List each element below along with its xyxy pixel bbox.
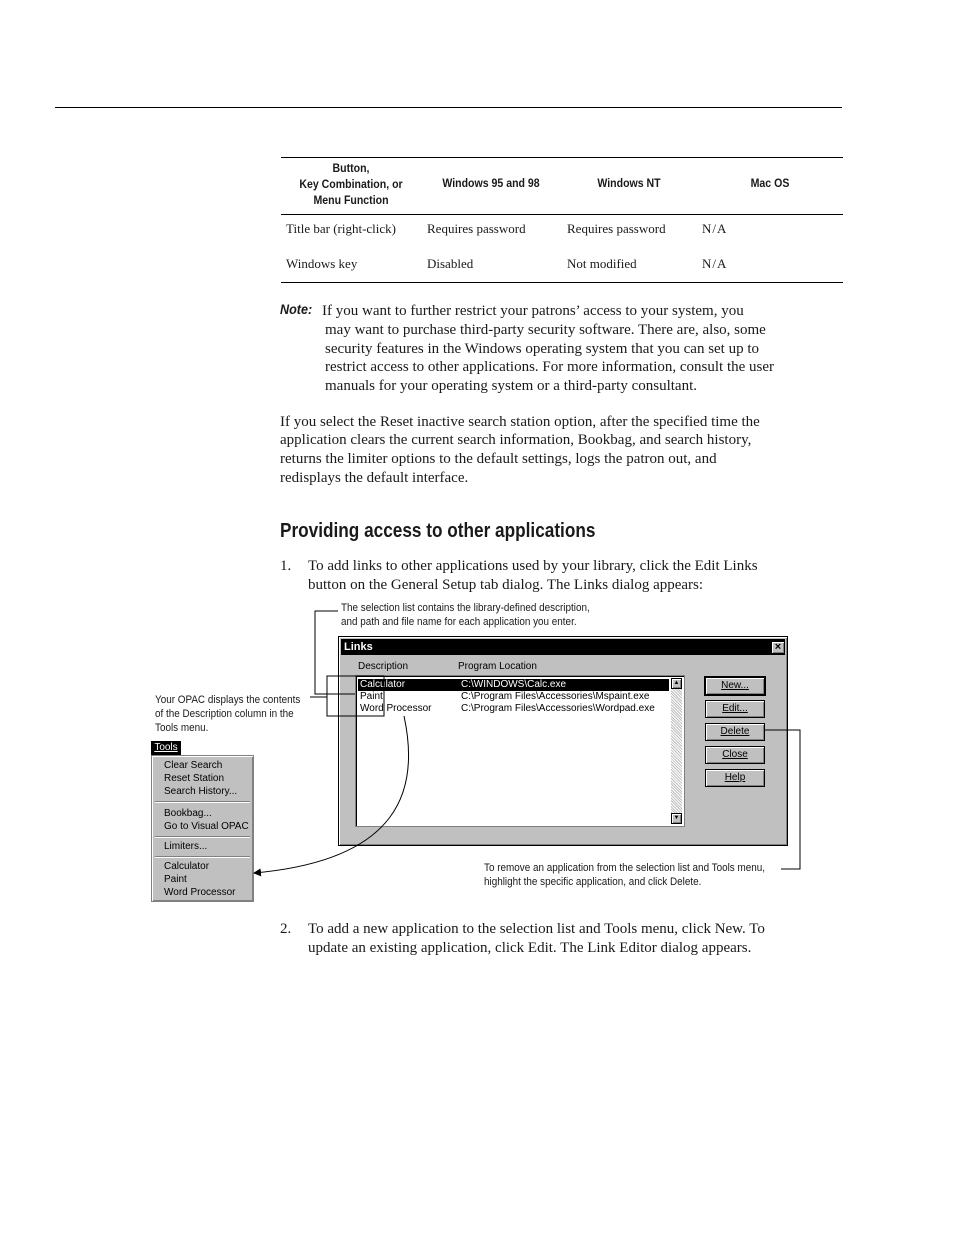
table-bottom-rule — [281, 282, 843, 283]
scroll-down-button[interactable]: ▼ — [671, 813, 682, 824]
tools-menu-label: Tools — [154, 742, 178, 753]
body-paragraph-line: application clears the current search information, Bookbag, and search history, — [280, 432, 752, 448]
note-text: may want to purchase third-party security software. There are, also, some — [325, 322, 766, 338]
table-header-function: Button, Key Combination, or Menu Function — [299, 161, 403, 207]
column-header-description: Description — [358, 661, 409, 672]
menu-item-word-processor[interactable]: Word Processor — [164, 887, 236, 898]
step-text: To add links to other applications used by your library, click the Edit Links — [308, 558, 758, 574]
table-header-macos: Mac OS — [750, 176, 790, 190]
callout-line: Tools menu. — [155, 722, 209, 734]
help-button[interactable] — [705, 769, 765, 787]
callout-line: and path and file name for each application you enter. — [341, 616, 577, 628]
table-cell: Requires password — [567, 221, 666, 236]
menu-item-limiters[interactable]: Limiters... — [164, 841, 208, 852]
table-top-rule — [281, 157, 843, 158]
table-cell: Disabled — [427, 256, 474, 271]
callout-opac-description — [155, 693, 300, 735]
callout-line: highlight the specific application, and click Delete. — [484, 876, 702, 888]
list-item-selected[interactable] — [358, 679, 669, 691]
table-cell: N/A — [702, 221, 728, 236]
menu-item-reset-station[interactable]: Reset Station — [164, 773, 225, 784]
table-cell: N/A — [702, 256, 728, 271]
note-label: Note: — [280, 301, 313, 317]
table-header-win9x: Windows 95 and 98 — [442, 176, 540, 190]
links-dialog-titlebar — [341, 639, 785, 655]
table-cell: Title bar (right-click) — [286, 221, 396, 236]
body-paragraph-line: redisplays the default interface. — [280, 470, 469, 486]
body-paragraph-line: If you select the Reset inactive search station option, after the specified time the — [280, 414, 760, 430]
tools-menu — [151, 755, 254, 902]
note-text: restrict access to other applications. For more information, consult the user — [325, 359, 775, 375]
menu-separator — [155, 801, 250, 803]
list-item[interactable] — [358, 703, 669, 715]
table-cell: Requires password — [427, 221, 526, 236]
close-button-label: Close — [722, 749, 748, 760]
menu-item-bookbag[interactable]: Bookbag... — [164, 808, 212, 819]
callout-delete — [484, 861, 765, 889]
table-header-rule — [281, 214, 843, 215]
list-item-location: C:\WINDOWS\Calc.exe — [461, 679, 567, 690]
menu-item-clear-search[interactable]: Clear Search — [164, 760, 223, 771]
delete-button[interactable] — [705, 723, 765, 741]
new-button[interactable] — [705, 677, 765, 695]
note-text: manuals for your operating system or a third-party consultant. — [325, 378, 697, 394]
permissions-table — [281, 157, 843, 283]
list-item-description: Calculator — [360, 679, 406, 690]
list-scrollbar[interactable] — [671, 678, 682, 824]
links-dialog-title: Links — [344, 641, 373, 653]
menu-separator — [155, 836, 250, 838]
links-dialog — [338, 636, 788, 846]
edit-button-label: Edit... — [722, 703, 748, 714]
help-button-label: Help — [724, 772, 746, 783]
step-number: 2. — [280, 921, 292, 937]
list-item-description: Paint — [360, 691, 383, 702]
column-header-program-location: Program Location — [458, 661, 537, 672]
list-item-location: C:\Program Files\Accessories\Mspaint.exe — [461, 691, 650, 702]
header-rule — [55, 107, 842, 108]
note-text: If you want to further restrict your patrons’ access to your system, you — [322, 303, 744, 319]
menu-item-search-history[interactable]: Search History... — [164, 786, 238, 797]
list-item[interactable] — [358, 691, 669, 703]
callout-line: of the Description column in the — [155, 708, 294, 720]
step-text: update an existing application, click Edit. The Link Editor dialog appears. — [308, 940, 752, 956]
table-cell: Windows key — [286, 256, 358, 271]
menu-item-calculator[interactable]: Calculator — [164, 861, 210, 872]
links-selection-list[interactable] — [355, 675, 685, 827]
step-text: To add a new application to the selection list and Tools menu, click New. To — [308, 921, 765, 937]
tools-menu-title[interactable] — [151, 741, 181, 755]
delete-button-label: Delete — [720, 726, 750, 737]
callout-selection-list — [341, 601, 590, 629]
close-button[interactable] — [771, 641, 785, 654]
table-cell: Not modified — [567, 256, 637, 271]
callout-line: The selection list contains the library-defined description, — [341, 602, 590, 614]
body-paragraph-line: returns the limiter options to the default settings, logs the patron out, and — [280, 451, 717, 467]
close-dialog-button[interactable] — [705, 746, 765, 764]
scroll-up-button[interactable]: ▲ — [671, 678, 682, 689]
menu-item-paint[interactable]: Paint — [164, 874, 187, 885]
step-text: button on the General Setup tab dialog. The Links dialog appears: — [308, 577, 704, 593]
new-button-label: New... — [721, 680, 749, 691]
step-number: 1. — [280, 558, 292, 574]
list-item-description: Word Processor — [360, 703, 432, 714]
callout-line: Your OPAC displays the contents — [155, 694, 301, 706]
note-text: security features in the Windows operating system that you can set up to — [325, 341, 760, 357]
table-header-winnt: Windows NT — [597, 176, 661, 190]
close-icon: × — [774, 641, 782, 653]
menu-item-visual-opac[interactable]: Go to Visual OPAC — [164, 821, 249, 832]
edit-button[interactable] — [705, 700, 765, 718]
callout-line: To remove an application from the selection list and Tools menu, — [484, 862, 766, 874]
list-item-location: C:\Program Files\Accessories\Wordpad.exe — [461, 703, 655, 714]
menu-separator — [155, 856, 250, 858]
section-heading: Providing access to other applications — [280, 520, 596, 542]
